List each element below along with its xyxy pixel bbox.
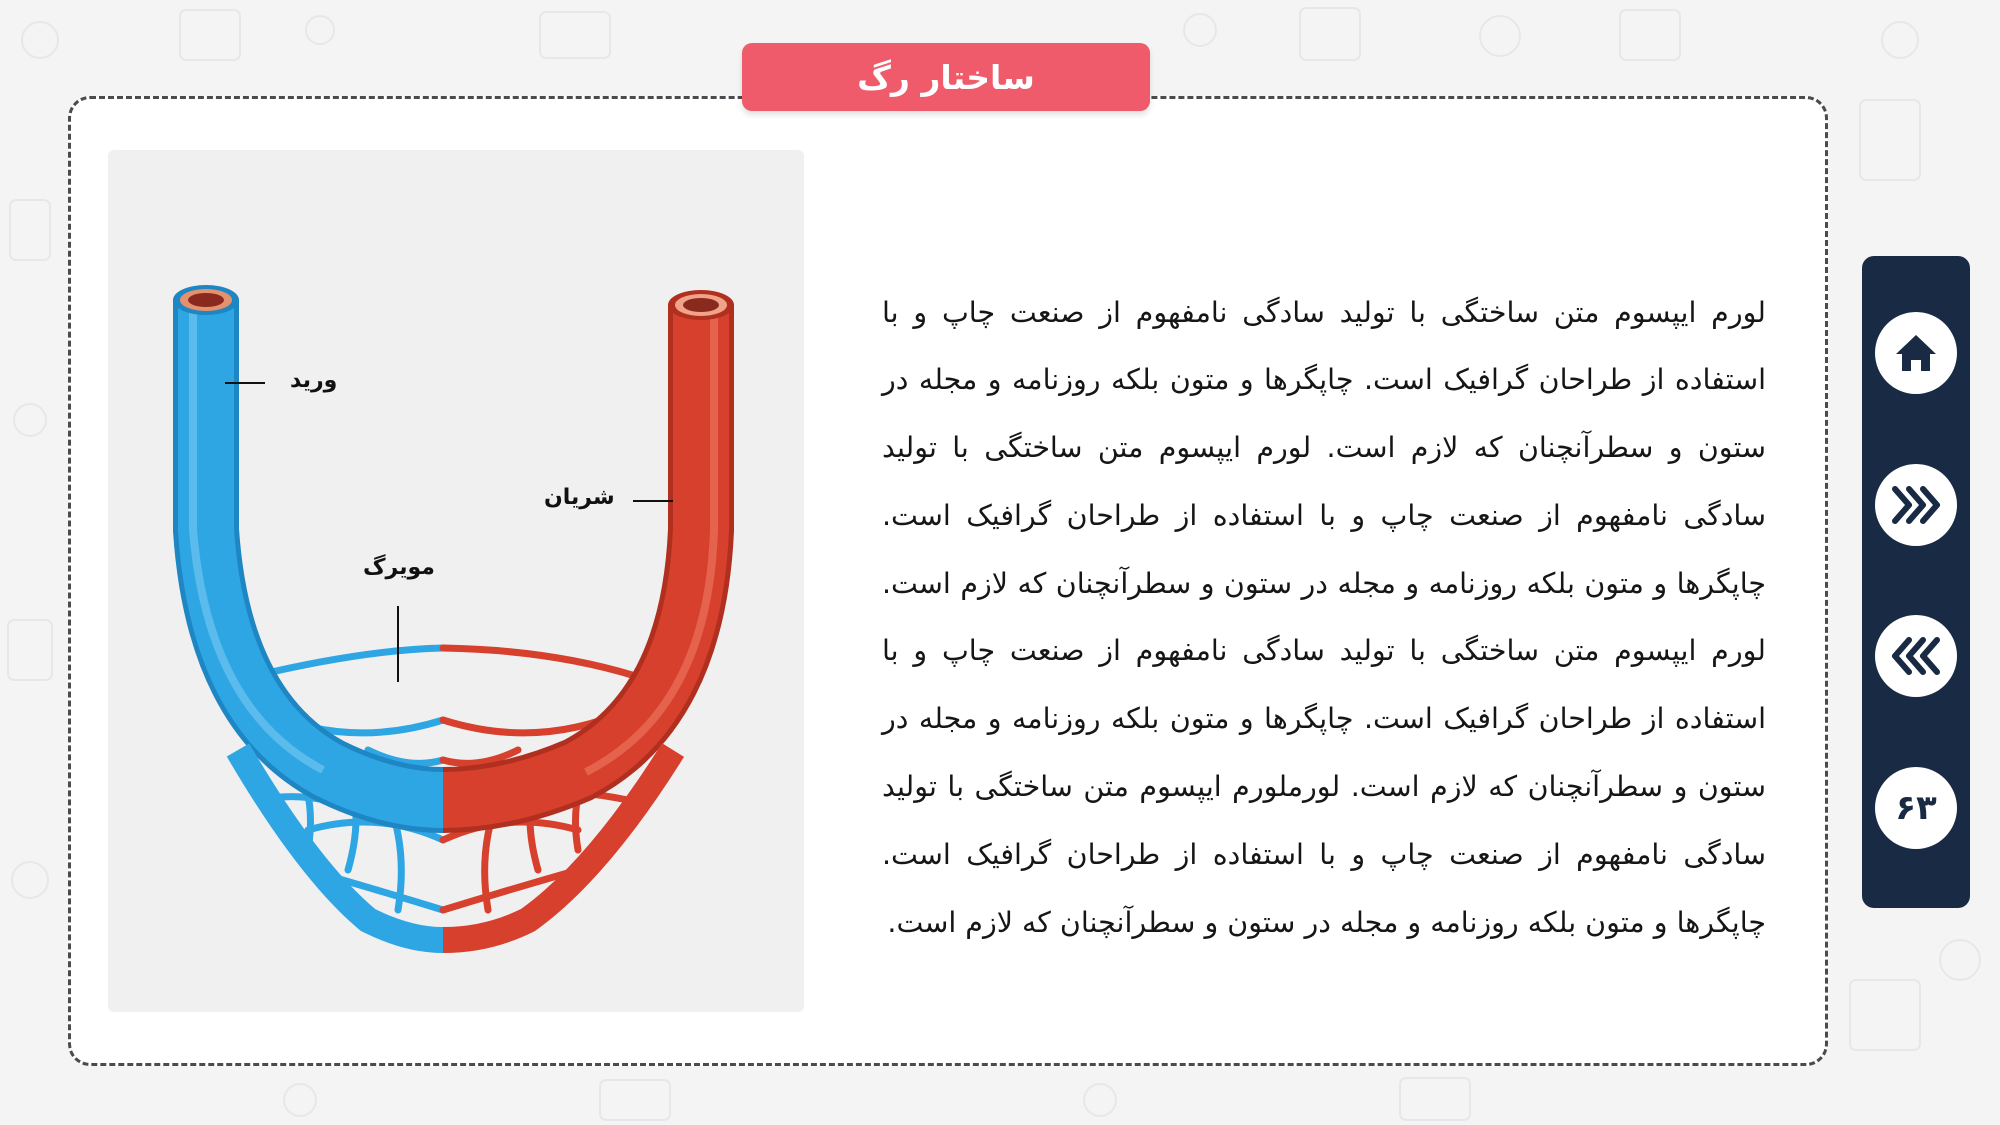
home-button[interactable]	[1875, 312, 1957, 394]
page-number: ۶۳	[1895, 788, 1937, 828]
vessel-diagram-panel	[108, 150, 804, 1012]
artery-label: شریان	[544, 485, 615, 510]
navigation-panel	[1862, 256, 1970, 908]
page-number-badge	[1875, 767, 1957, 849]
vessel-diagram	[108, 150, 804, 1012]
capillary-label: مویرگ	[363, 555, 435, 580]
page-title: ساختار رگ	[857, 57, 1035, 97]
body-paragraph: لورم ایپسوم متن ساختگی با تولید سادگی نامفهوم از صنعت چاپ و با استفاده از طراحان گرافیک است. چاپگرها و متون بلکه روزنامه و مجله در ستون و سطرآنچنان که لازم است. لورم ایپسوم متن ساختگی با تولید سادگی نامفهوم از صنعت چاپ و با استفاده از طراحان گرافیک است. چاپگرها و متون بلکه روزنامه و مجله در ستون و سطرآنچنان که لازم است. لورم ایپسوم متن ساختگی با تولید سادگی نامفهوم از صنعت چاپ و با استفاده از طراحان گرافیک است. چاپگرها و متون بلکه روزنامه و مجله در ستون و سطرآنچنان که لازم است. لورملورم ایپسوم متن ساختگی با تولید سادگی نامفهوم از صنعت چاپ و با استفاده از طراحان گرافیک است. چاپگرها و متون بلکه روزنامه و مجله در ستون و سطرآنچنان که لازم است.	[882, 295, 1766, 939]
previous-page-button[interactable]	[1875, 615, 1957, 697]
home-icon	[1894, 332, 1938, 374]
vein-label: ورید	[290, 368, 338, 393]
chevrons-left-icon	[1891, 636, 1941, 676]
next-page-button[interactable]	[1875, 464, 1957, 546]
chevrons-right-icon	[1891, 485, 1941, 525]
title-banner	[742, 43, 1150, 111]
